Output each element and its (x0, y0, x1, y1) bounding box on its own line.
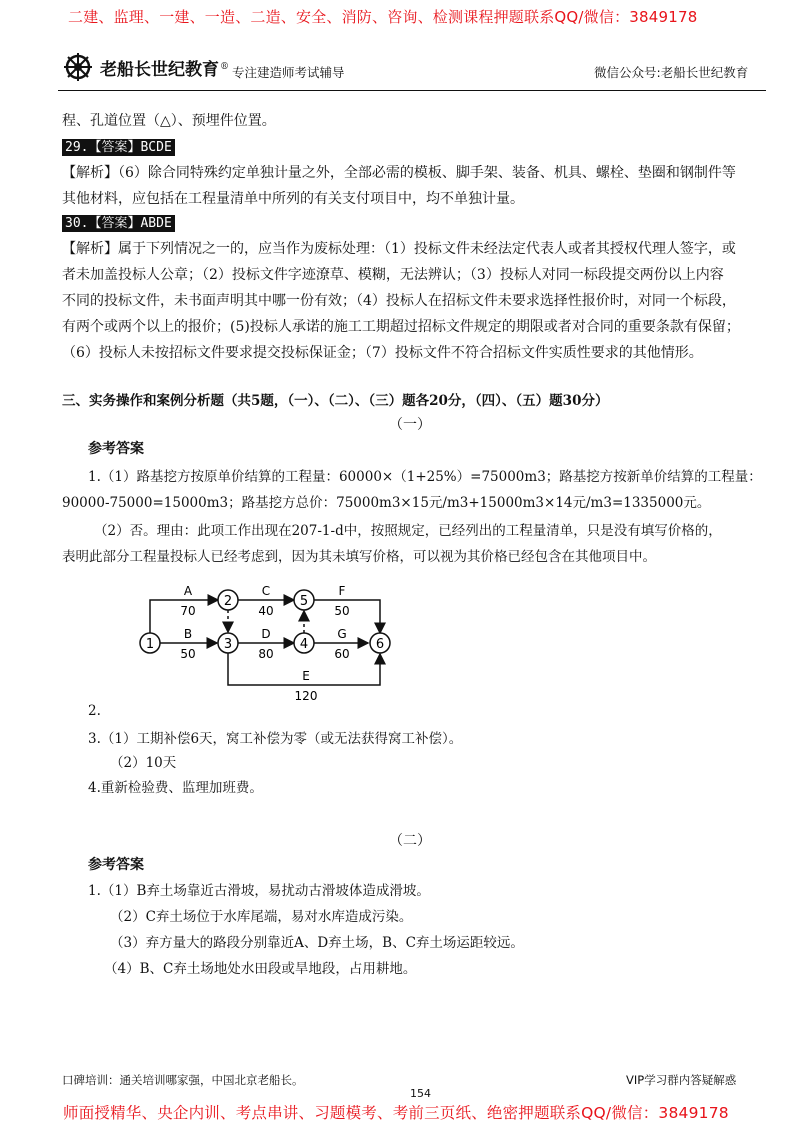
activity-e-duration: 120 (294, 689, 318, 703)
svg-text:6: 6 (375, 637, 385, 652)
activity-f-duration: 50 (334, 604, 350, 618)
q2-answer-line: 1.（1）B弃土场靠近古滑坡，易扰动古滑坡体造成滑坡。 (88, 883, 430, 899)
q1-answer-2: 2. (88, 703, 101, 719)
answer-30-analysis: 者未加盖投标人公章；（2）投标文件字迹潦草、模糊，无法辨认；（3）投标人对同一标段提交两份以上内容 (62, 267, 724, 283)
svg-text:5: 5 (299, 594, 309, 609)
svg-text:3: 3 (223, 637, 233, 652)
answer-30-analysis: （6）投标人未按招标文件要求提交投标保证金；（7）投标文件不符合招标文件实质性要求的其他情形。 (62, 345, 703, 361)
page-number: 154 (410, 1087, 431, 1100)
node-4 (294, 633, 314, 653)
q1-answer-3-2: （2）10天 (110, 755, 177, 771)
activity-a-duration: 70 (180, 604, 196, 618)
q1-answer-line: 90000-75000=15000m3；路基挖方总价：75000m3×15元/m3+15000m3×14元/m3=1335000元。 (62, 495, 711, 511)
network-diagram (130, 585, 400, 705)
slogan: 专注建造师考试辅导 (232, 65, 345, 80)
node-5 (294, 590, 314, 610)
answer-30-analysis: 不同的投标文件，未书面声明其中哪一份有效；（4）投标人在招标文件未要求选择性报价时，对同一个标段， (62, 293, 736, 309)
question-2-heading: （二） (389, 833, 431, 849)
q2-answer-line: （4）B、C弃土场地处水田段或旱地段，占用耕地。 (104, 961, 417, 977)
node-2 (218, 590, 238, 610)
reference-answer-2: 参考答案 (88, 857, 144, 873)
svg-text:2: 2 (223, 594, 233, 609)
activity-g-name: G (337, 627, 347, 641)
answer-30-tag: 30.【答案】ABDE (62, 215, 175, 232)
activity-f-name: F (338, 585, 346, 598)
node-6 (370, 633, 390, 653)
registered-mark: ® (220, 62, 229, 72)
answer-30-analysis: 【解析】属于下列情况之一的，应当作为废标处理：（1）投标文件未经法定代表人或者其授权代理人签字，或 (62, 241, 736, 257)
brand-logo (62, 52, 229, 82)
continued-line: 程、孔道位置（△）、预埋件位置。 (62, 113, 276, 129)
wechat-account: 微信公众号:老船长世纪教育 (594, 65, 749, 80)
answer-29-label (62, 134, 175, 161)
activity-b-duration: 50 (180, 647, 196, 661)
activity-a-name: A (183, 585, 193, 598)
footer-right-text: VIP学习群内答疑解惑 (626, 1073, 737, 1087)
q1-answer-line: （2）否。理由：此项工作出现在207-1-d中，按照规定，已经列出的工程量清单，只是没有填写价格的， (94, 523, 722, 539)
q2-answer-line: （3）弃方量大的路段分别靠近A、D弃土场，B、C弃土场运距较远。 (110, 935, 524, 951)
brand-name: 老船长世纪教育 (100, 59, 219, 80)
answer-29-analysis: 其他材料，应包括在工程量清单中所列的有关支付项目中，均不单独计量。 (62, 191, 524, 207)
q1-answer-line: 表明此部分工程量投标人已经考虑到，因为其未填写价格，可以视为其价格已经包含在其他项目中。 (62, 549, 656, 565)
header-divider (58, 90, 766, 91)
svg-text:4: 4 (299, 637, 309, 652)
answer-29-tag: 29.【答案】BCDE (62, 139, 175, 156)
activity-g-duration: 60 (334, 647, 350, 661)
answer-30-analysis: 有两个或两个以上的报价；(5)投标人承诺的施工工期超过招标文件规定的期限或者对合同的重要条款有保留； (62, 319, 740, 335)
section-3-title: 三、实务操作和案例分析题（共5题，（一）、（二）、（三）题各20分，（四）、（五）题30分） (62, 393, 609, 409)
top-contact-banner: 二建、监理、一建、一造、二造、安全、消防、咨询、检测课程押题联系QQ/微信：3849178 (68, 8, 698, 26)
question-1-heading: （一） (389, 417, 431, 433)
activity-d-duration: 80 (258, 647, 274, 661)
footer-left-text: 口碑培训：通关培训哪家强，中国北京老船长。 (62, 1073, 304, 1087)
activity-d-name: D (261, 627, 271, 641)
activity-e-name: E (302, 669, 310, 683)
answer-29-analysis: 【解析】（6）除合同特殊约定单独计量之外，全部必需的模板、脚手架、装备、机具、螺栓、垫圈和钢制件等 (62, 165, 736, 181)
reference-answer-1: 参考答案 (88, 441, 144, 457)
node-1 (140, 633, 160, 653)
answer-30-label (62, 210, 175, 237)
activity-c-name: C (261, 585, 271, 598)
svg-text:1: 1 (145, 637, 155, 652)
activity-c-duration: 40 (258, 604, 274, 618)
q1-answer-4: 4.重新检验费、监理加班费。 (88, 780, 263, 796)
node-3 (218, 633, 238, 653)
activity-b-name: B (183, 627, 193, 641)
ship-wheel-icon (62, 52, 94, 82)
q2-answer-line: （2）C弃土场位于水库尾端，易对水库造成污染。 (110, 909, 413, 925)
q1-answer-3: 3.（1）工期补偿6天，窝工补偿为零（或无法获得窝工补偿）。 (88, 731, 463, 747)
q1-answer-line: 1.（1）路基挖方按原单价结算的工程量：60000×（1+25%）=75000m3；路基挖方按新单价结算的工程量： (88, 469, 762, 485)
bottom-contact-banner: 师面授精华、央企内训、考点串讲、习题模考、考前三页纸、绝密押题联系QQ/微信：3849178 (63, 1104, 729, 1122)
